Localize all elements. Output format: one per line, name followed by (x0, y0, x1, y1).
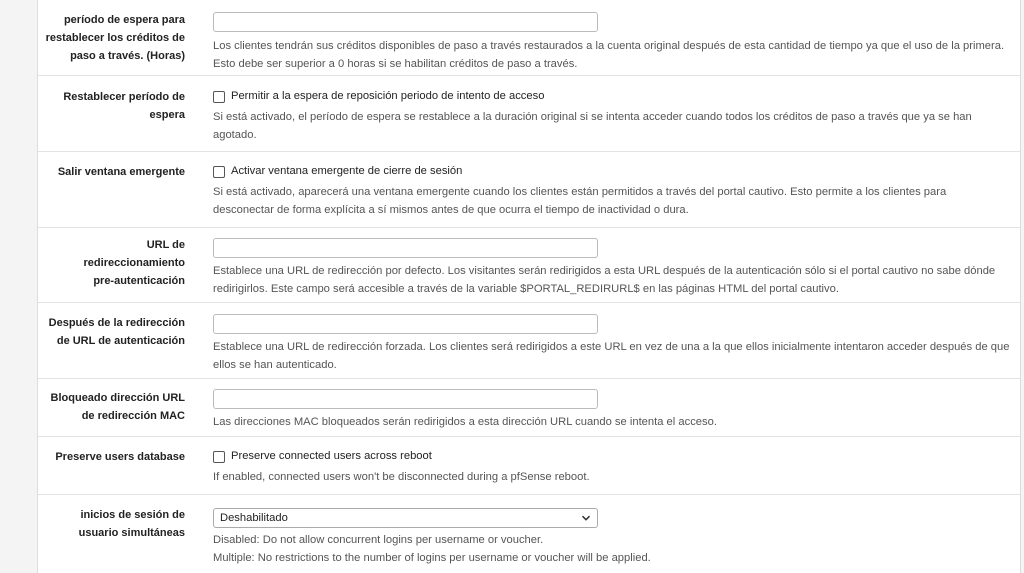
settings-row-preserve-db (38, 436, 1020, 495)
field-label: URL de redireccionamiento pre-autenticación (83, 239, 185, 287)
help-text: Si está activado, el período de espera se restablece a la duración original si se intenta acceder cuando todos los créditos de paso a través que ya se han agotado. (213, 111, 972, 141)
checkbox-label: Permitir a la espera de reposición periodo de intento de acceso (231, 90, 545, 102)
preserve-db-checkbox[interactable] (213, 451, 225, 463)
checkbox-label: Preserve connected users across reboot (231, 450, 432, 462)
blocked-mac-redirect-url-input[interactable] (213, 389, 598, 409)
field-label: Bloqueado dirección URL de redirección MAC (50, 392, 185, 422)
field-label: Después de la redirección de URL de autenticación (48, 317, 185, 347)
settings-row-blocked-mac-redirect (38, 378, 1020, 437)
settings-panel (37, 0, 1021, 573)
reset-wait-checkbox[interactable] (213, 91, 225, 103)
checkbox-label: Activar ventana emergente de cierre de sesión (231, 165, 463, 177)
help-text: Si está activado, aparecerá una ventana emergente cuando los clientes están permitidos a través del portal cautivo. Esto permite a los clientes para desconectar de forma explícita a sí mismos antes de que ocurra el tiempo de inactividad o dura. (213, 186, 947, 216)
settings-row-concurrent-logins (38, 494, 1020, 573)
reset-wait-checkbox-line[interactable] (213, 88, 1010, 105)
logout-popup-checkbox[interactable] (213, 166, 225, 178)
select-value: Deshabilitado (220, 512, 288, 524)
field-label: Preserve users database (55, 451, 185, 463)
field-label: período de espera para restablecer los créditos de paso a través. (Horas) (45, 14, 185, 62)
help-text: Establece una URL de redirección forzada. Los clientes será redirigidos a este URL en vez de una a la que ellos inicialmente intentaron acceder después de que ellos se han autenticado. (213, 341, 1010, 371)
preauth-redirect-url-input[interactable] (213, 238, 598, 258)
passthrough-wait-hours-input[interactable] (213, 12, 598, 32)
concurrent-logins-select[interactable] (213, 508, 598, 528)
chevron-down-icon (581, 513, 591, 523)
settings-row-reset-wait (38, 75, 1020, 152)
help-text-disabled: Disabled: Do not allow concurrent logins per username or voucher. (213, 534, 544, 546)
field-label: inicios de sesión de usuario simultáneas (78, 509, 185, 539)
help-text-multiple: Multiple: No restrictions to the number of logins per username or voucher will be applied. (213, 551, 651, 564)
help-text: Establece una URL de redirección por defecto. Los visitantes serán redirigidos a esta URL después de la autenticación sólo si el portal cautivo no sabe dónde redirigirlos. Este campo será accesible a través de la variable $PORTAL_REDIRURL$ en las páginas HTML del portal cautivo. (213, 265, 996, 295)
field-label: Restablecer período de espera (63, 91, 185, 121)
settings-row-logout-popup (38, 151, 1020, 228)
help-text: Los clientes tendrán sus créditos disponibles de paso a través restaurados a la cuenta original después de esta cantidad de tiempo ya que el uso de la primera. Esto debe ser superior a 0 horas si se habilitan créditos de paso a través. (213, 40, 1005, 70)
field-label: Salir ventana emergente (57, 166, 185, 178)
settings-row-after-auth-redirect (38, 302, 1020, 379)
settings-row-preauth-redirect (38, 227, 1020, 303)
after-auth-redirect-url-input[interactable] (213, 314, 598, 334)
logout-popup-checkbox-line[interactable] (213, 163, 1010, 180)
help-text: Las direcciones MAC bloqueados serán redirigidos a esta dirección URL cuando se intenta el acceso. (213, 416, 717, 428)
help-text: If enabled, connected users won't be disconnected during a pfSense reboot. (213, 471, 590, 483)
preserve-db-checkbox-line[interactable] (213, 448, 1010, 465)
settings-row-passthrough-wait (38, 0, 1020, 76)
